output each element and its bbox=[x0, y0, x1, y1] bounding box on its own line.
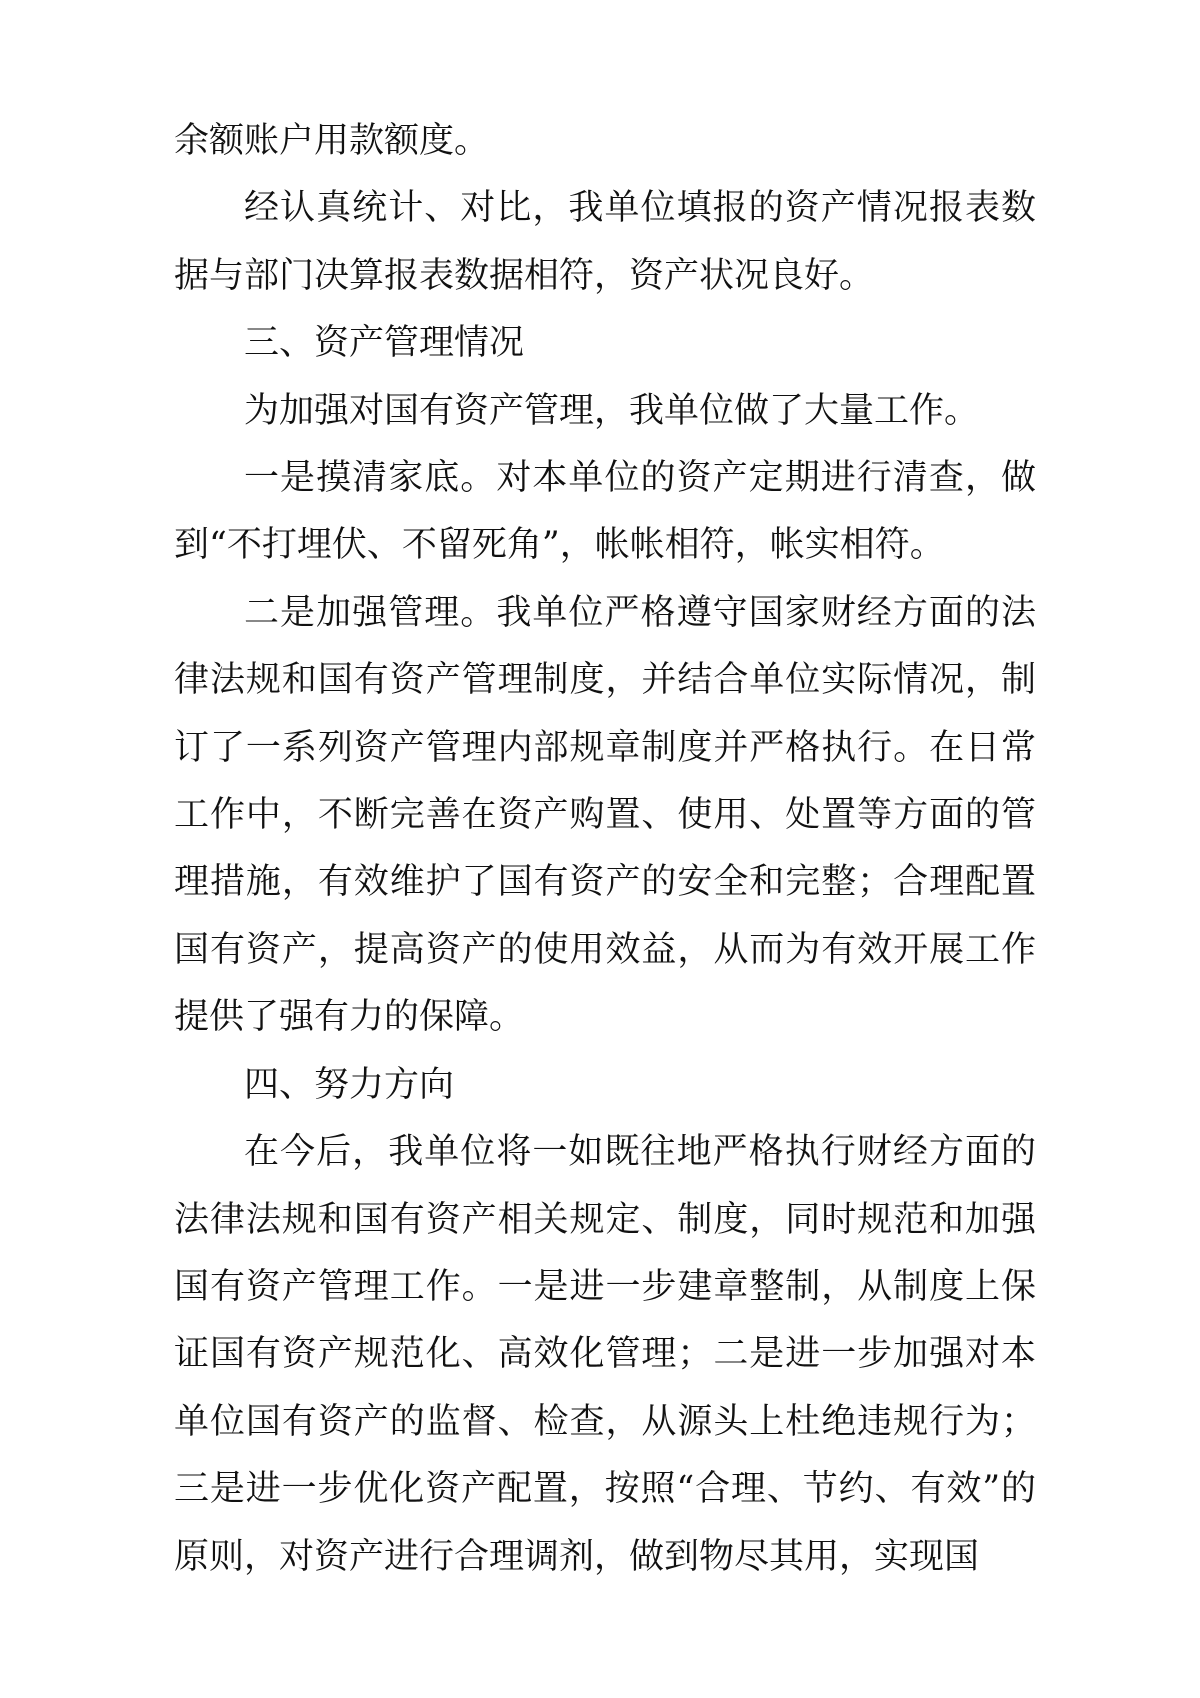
section-heading-asset-management: 三、资产管理情况 bbox=[244, 323, 525, 364]
paragraph-intro: 为加强对国有资产管理，我单位做了大量工作。 bbox=[244, 390, 980, 431]
paragraph-continuation: 余额账户用款额度。 bbox=[174, 121, 490, 161]
paragraph-future: 在今后，我单位将一如既往地严格执行财经方面的法律法规和国有资产相关规定、制度，同时规范和加强国有资产管理工作。一是进一步建章整制，从制度上保证国有资产规范化、高效化管理；二是进一步加强对本单位国有资产的监督、检查，从源头上杜绝违规行为；三是进一步优化资产配置，按照“合理、节约、有效”的原则，对资产进行合理调剂，做到物尽其用，实现国 bbox=[174, 1132, 1036, 1577]
section-heading-direction: 四、努力方向 bbox=[244, 1064, 455, 1105]
document-body bbox=[174, 108, 1036, 1591]
paragraph-point-one: 一是摸清家底。对本单位的资产定期进行清查，做到“不打埋伏、不留死角”，帐帐相符，帐实相符。 bbox=[174, 458, 1036, 566]
paragraph-point-two: 二是加强管理。我单位严格遵守国家财经方面的法律法规和国有资产管理制度，并结合单位实际情况，制订了一系列资产管理内部规章制度并严格执行。在日常工作中，不断完善在资产购置、使用、处置等方面的管理措施，有效维护了国有资产的安全和完整；合理配置国有资产，提高资产的使用效益，从而为有效开展工作提供了强有力的保障。 bbox=[174, 592, 1036, 1038]
paragraph-statistics: 经认真统计、对比，我单位填报的资产情况报表数据与部门决算报表数据相符，资产状况良好。 bbox=[174, 188, 1036, 296]
